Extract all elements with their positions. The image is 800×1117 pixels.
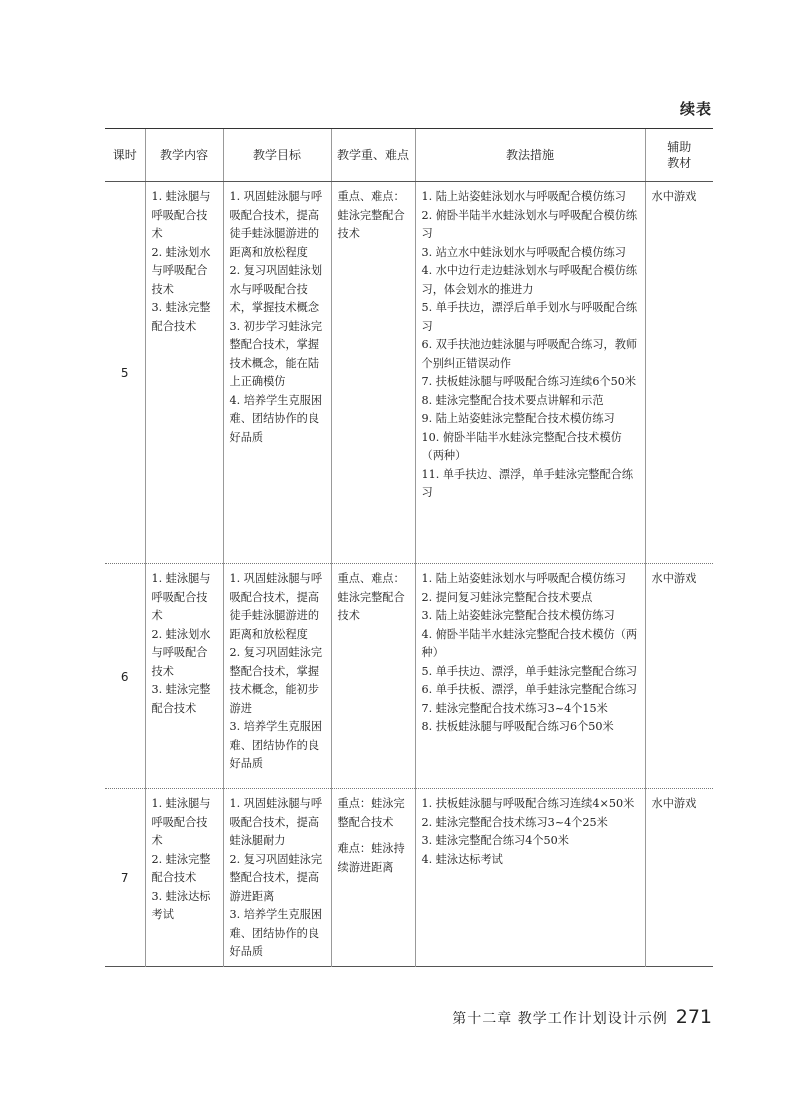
methods-item: 10. 俯卧半陆半水蛙泳完整配合技术模仿（两种） xyxy=(421,430,622,462)
content-item: 2. 蛙泳划水与呼吸配合技术 xyxy=(151,245,211,296)
goals-item: 2. 复习巩固蛙泳完整配合技术，掌握技术概念，能初步游进 xyxy=(229,646,323,715)
goals-item: 3. 培养学生克服困难、团结协作的良好品质 xyxy=(229,720,323,770)
keypoints-cell xyxy=(331,789,415,967)
content-cell xyxy=(145,789,223,967)
table-header-row xyxy=(105,129,713,182)
keypoints-cell xyxy=(331,564,415,789)
methods-item: 2. 提问复习蛙泳完整配合技术要点 xyxy=(421,590,593,604)
table-row xyxy=(105,182,713,564)
content-item: 1. 蛙泳腿与呼吸配合技术 xyxy=(151,572,211,622)
methods-item: 3. 陆上站姿蛙泳完整配合技术模仿练习 xyxy=(421,609,615,622)
aux-cell: 水中游戏 xyxy=(645,564,713,789)
header-methods: 教法措施 xyxy=(415,129,645,182)
header-aux: 辅助 教材 xyxy=(645,129,713,182)
header-keypoints: 教学重、难点 xyxy=(331,129,415,182)
header-lesson: 课时 xyxy=(105,129,145,182)
content-item: 1. 蛙泳腿与呼吸配合技术 xyxy=(151,190,211,240)
methods-item: 9. 陆上站姿蛙泳完整配合技术模仿练习 xyxy=(421,412,615,425)
methods-item: 4. 俯卧半陆半水蛙泳完整配合技术模仿（两种） xyxy=(421,627,638,659)
goals-cell xyxy=(223,564,331,789)
lesson-number: 7 xyxy=(120,871,129,886)
methods-item: 7. 扶板蛙泳腿与呼吸配合练习连续6个50米 xyxy=(421,375,637,388)
methods-item: 4. 蛙泳达标考试 xyxy=(421,852,503,866)
methods-item: 5. 单手扶边，漂浮后单手划水与呼吸配合练习 xyxy=(421,301,638,333)
goals-item: 3. 培养学生克服困难、团结协作的良好品质 xyxy=(229,908,323,958)
methods-item: 7. 蛙泳完整配合技术练习3~4个15米 xyxy=(421,701,608,715)
header-goals: 教学目标 xyxy=(223,129,331,182)
keypoints-item: 重点、难点：蛙泳完整配合技术 xyxy=(337,190,405,240)
goals-item: 3. 初步学习蛙泳完整配合技术，掌握技术概念，能在陆上正确模仿 xyxy=(229,319,323,388)
methods-cell xyxy=(415,182,645,564)
methods-item: 1. 扶板蛙泳腿与呼吸配合练习连续4×50米 xyxy=(421,797,635,810)
methods-item: 8. 扶板蛙泳腿与呼吸配合练习6个50米 xyxy=(421,720,614,733)
content-item: 3. 蛙泳完整配合技术 xyxy=(151,301,211,333)
goals-item: 2. 复习巩固蛙泳完整配合技术，提高游进距离 xyxy=(229,852,323,903)
goals-item: 1. 巩固蛙泳腿与呼吸配合技术，提高蛙泳腿耐力 xyxy=(229,797,323,847)
methods-item: 2. 俯卧半陆半水蛙泳划水与呼吸配合模仿练习 xyxy=(421,208,638,240)
table-row xyxy=(105,564,713,789)
methods-item: 5. 单手扶边、漂浮，单手蛙泳完整配合练习 xyxy=(421,664,638,678)
keypoints-item: 重点、难点：蛙泳完整配合技术 xyxy=(337,572,405,622)
goals-item: 2. 复习巩固蛙泳划水与呼吸配合技术，掌握技术概念 xyxy=(229,264,323,314)
keypoints-item: 重点：蛙泳完整配合技术 xyxy=(337,797,405,829)
table-row xyxy=(105,789,713,967)
aux-cell: 水中游戏 xyxy=(645,182,713,564)
aux-cell: 水中游戏 xyxy=(645,789,713,967)
methods-cell xyxy=(415,564,645,789)
goals-cell xyxy=(223,182,331,564)
methods-item: 11. 单手扶边、漂浮，单手蛙泳完整配合练习 xyxy=(421,467,634,499)
methods-item: 8. 蛙泳完整配合技术要点讲解和示范 xyxy=(421,393,604,407)
content-cell xyxy=(145,564,223,789)
methods-item: 1. 陆上站姿蛙泳划水与呼吸配合模仿练习 xyxy=(421,190,626,203)
chapter-title: 第十二章 教学工作计划设计示例 xyxy=(452,1011,668,1027)
content-cell xyxy=(145,182,223,564)
page-footer xyxy=(452,1006,712,1028)
methods-item: 3. 蛙泳完整配合练习4个50米 xyxy=(421,834,569,847)
methods-item: 6. 双手扶池边蛙泳腿与呼吸配合练习，教师个别纠正错误动作 xyxy=(421,338,638,370)
content-item: 2. 蛙泳完整配合技术 xyxy=(151,852,211,884)
lesson-plan-table xyxy=(105,128,713,967)
continued-label: 续表 xyxy=(679,100,712,118)
methods-cell xyxy=(415,789,645,967)
methods-item: 1. 陆上站姿蛙泳划水与呼吸配合模仿练习 xyxy=(421,572,626,585)
methods-item: 4. 水中边行走边蛙泳划水与呼吸配合模仿练习，体会划水的推进力 xyxy=(421,264,638,296)
content-item: 2. 蛙泳划水与呼吸配合技术 xyxy=(151,627,211,678)
content-item: 3. 蛙泳完整配合技术 xyxy=(151,683,211,715)
methods-item: 2. 蛙泳完整配合技术练习3~4个25米 xyxy=(421,815,608,829)
page-number: 271 xyxy=(675,1006,712,1028)
header-content: 教学内容 xyxy=(145,129,223,182)
lesson-number: 5 xyxy=(120,366,129,381)
lesson-number: 6 xyxy=(120,669,129,684)
content-item: 3. 蛙泳达标考试 xyxy=(151,889,211,921)
keypoints-item: 难点：蛙泳持续游进距离 xyxy=(337,842,405,874)
methods-item: 3. 站立水中蛙泳划水与呼吸配合模仿练习 xyxy=(421,245,626,259)
content-item: 1. 蛙泳腿与呼吸配合技术 xyxy=(151,797,211,847)
goals-item: 1. 巩固蛙泳腿与呼吸配合技术，提高徒手蛙泳腿游进的距离和放松程度 xyxy=(229,190,323,259)
goals-item: 4. 培养学生克服困难、团结协作的良好品质 xyxy=(229,393,323,444)
keypoints-cell xyxy=(331,182,415,564)
goals-cell xyxy=(223,789,331,967)
goals-item: 1. 巩固蛙泳腿与呼吸配合技术，提高徒手蛙泳腿游进的距离和放松程度 xyxy=(229,572,323,641)
methods-item: 6. 单手扶板、漂浮，单手蛙泳完整配合练习 xyxy=(421,683,638,696)
